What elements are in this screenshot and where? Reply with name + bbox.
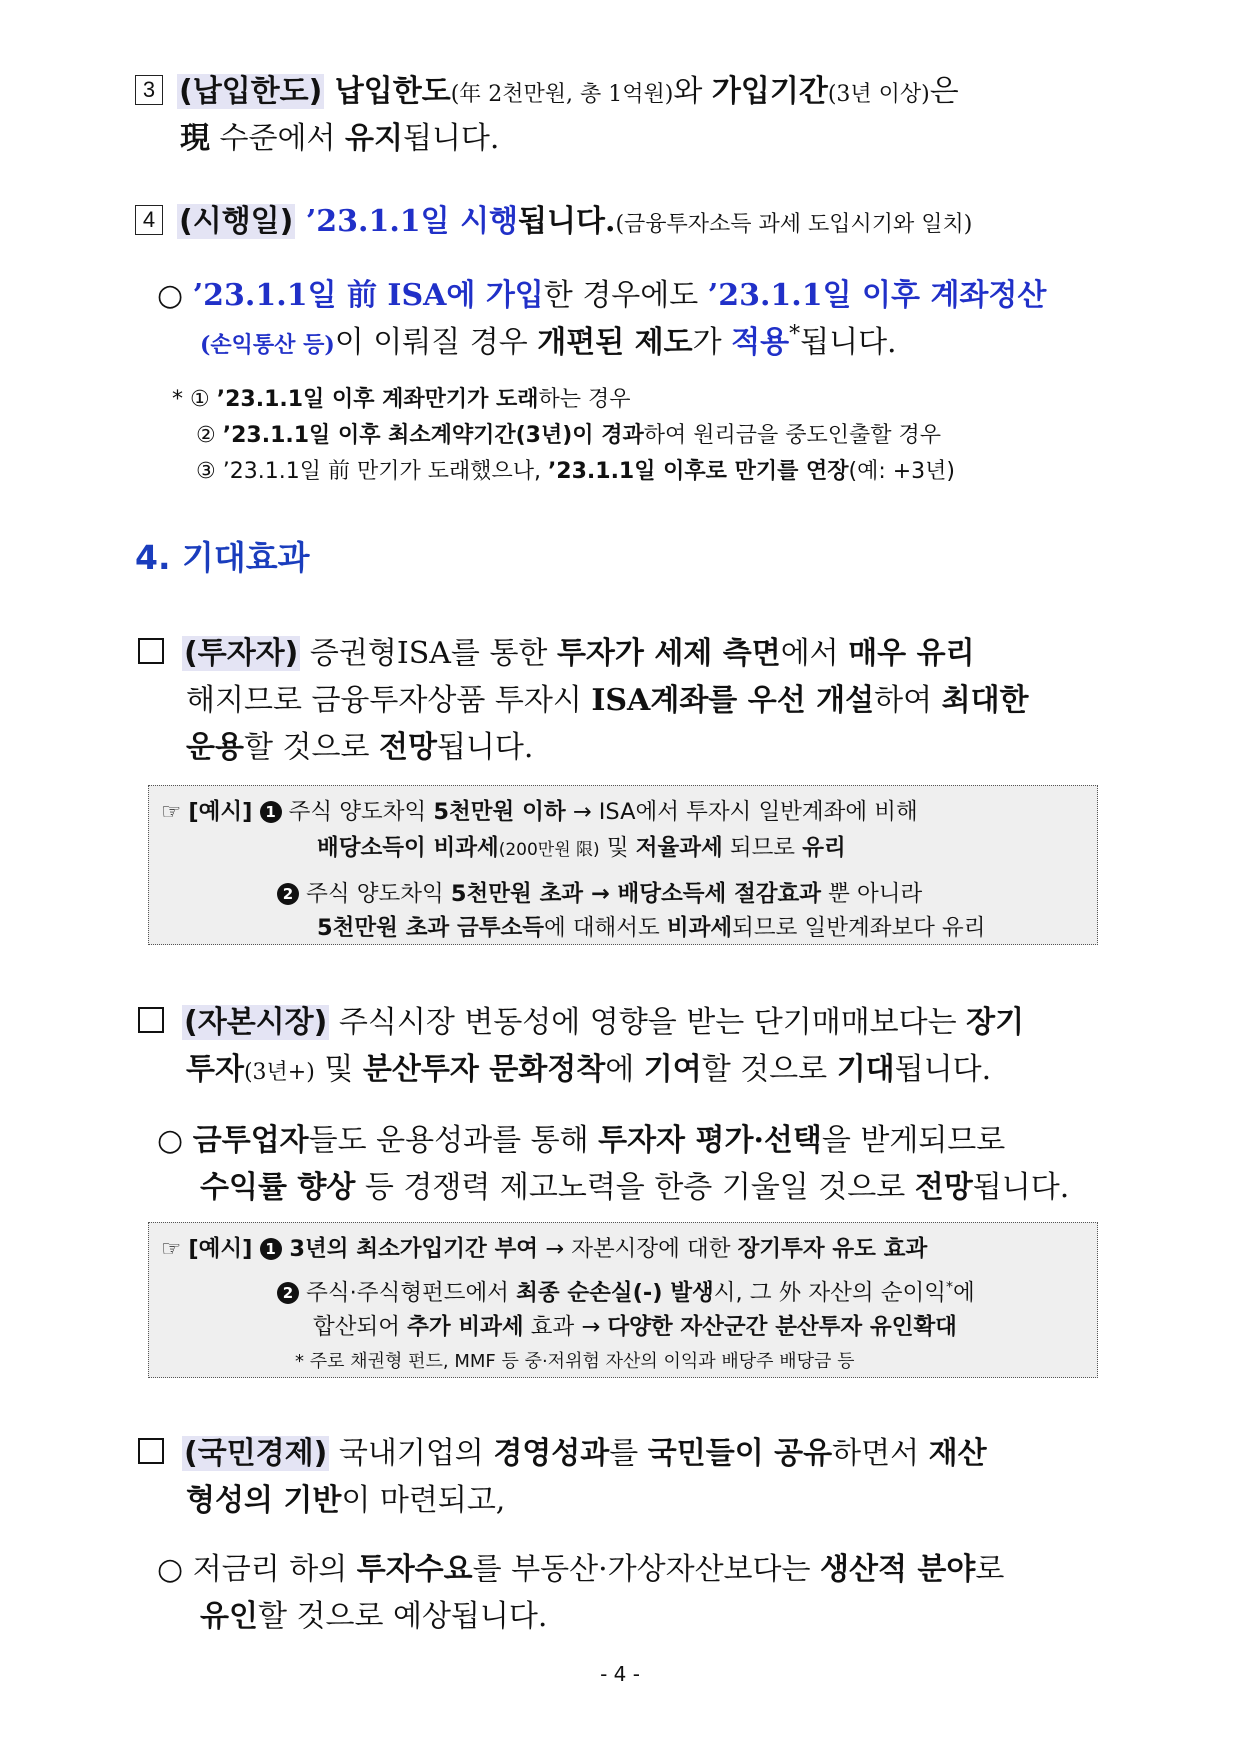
text: 최종 순손실(-) 발생 <box>516 1280 714 1306</box>
text: 에서 <box>780 636 849 671</box>
text: 주식 양도차익 <box>281 799 434 825</box>
item-tag: (국민경제) <box>184 1436 328 1471</box>
text: 됩니다. <box>402 121 500 156</box>
example-1-line2 <box>317 830 846 862</box>
text: 할 것으로 <box>701 1052 837 1087</box>
text: 들도 운용성과를 통해 <box>308 1123 599 1158</box>
text: 수익률 향상 <box>200 1170 356 1205</box>
text: 국민들이 공유 <box>647 1436 833 1471</box>
text: (年 2천만원, 총 1억원) <box>450 82 674 107</box>
note-2 <box>196 418 941 449</box>
text: 을 받게되므로 <box>821 1123 1006 1158</box>
text: (3년+) <box>243 1060 315 1085</box>
text: 경영성과 <box>493 1436 610 1471</box>
text: (200만원 限) <box>498 840 600 860</box>
pointing-hand-icon: ☞ <box>161 1236 182 1262</box>
bullet-2-line1 <box>157 1115 1005 1159</box>
bullet-3-line2 <box>200 1591 547 1635</box>
text: 및 <box>599 835 636 861</box>
text: 배당소득이 비과세 <box>317 835 499 861</box>
text: 최대한 <box>941 683 1029 718</box>
text: → ISA에서 투자시 일반계좌에 비해 <box>565 799 918 825</box>
example-label: [예시] <box>188 1236 253 1262</box>
text: 됩니다. <box>894 1052 992 1087</box>
text: 할 것으로 예상됩니다. <box>257 1599 548 1634</box>
item-3-line1 <box>135 66 959 110</box>
investor-line2 <box>186 675 1029 719</box>
text: 5천만원 초과 → 배당소득세 절감효과 <box>450 881 822 907</box>
bullet-2-line2 <box>200 1162 1069 1206</box>
text: 주식시장 변동성에 영향을 받는 단기매매보다는 <box>329 1005 967 1040</box>
capital-line2 <box>186 1044 991 1088</box>
text: 효과 → <box>523 1314 608 1340</box>
text: 납입한도 <box>324 74 451 109</box>
checkbox-square <box>138 1007 164 1033</box>
text: 저율과세 <box>635 835 723 861</box>
text: 를 통한 <box>450 636 557 671</box>
example-2-line3 <box>313 1309 957 1341</box>
example-1-line4 <box>317 910 986 942</box>
pointing-hand-icon: ☞ <box>161 799 182 825</box>
text: 유인 <box>200 1599 258 1634</box>
text: 에 <box>605 1052 644 1087</box>
text: 투자가 세제 측면 <box>556 636 781 671</box>
text: 됩니다. <box>972 1170 1070 1205</box>
item-number-box: 4 <box>135 205 163 235</box>
note-1 <box>172 382 631 413</box>
footnote-star: * <box>789 322 801 347</box>
text: 기여 <box>643 1052 702 1087</box>
text: 現 <box>180 121 210 156</box>
text: 증권형ISA <box>300 636 451 671</box>
item-number-box: 3 <box>135 75 163 105</box>
text: → 자본시장에 대한 <box>538 1236 738 1262</box>
bullet-1-line2 <box>200 317 897 361</box>
text: 하는 경우 <box>538 387 631 412</box>
text: (예: +3년) <box>848 459 956 484</box>
circled-number-icon: 1 <box>260 801 282 823</box>
text: ③ <box>196 459 216 484</box>
checkbox-square <box>138 638 164 664</box>
text: 은 <box>929 74 959 109</box>
text: 할 것으로 <box>243 730 379 765</box>
text: 로 <box>975 1552 1005 1587</box>
text: 재산 <box>928 1436 987 1471</box>
item-tag: (자본시장) <box>184 1005 328 1040</box>
example-2-line2 <box>277 1275 975 1307</box>
text: 분산투자 문화정착 <box>362 1052 606 1087</box>
bullet-1-line1 <box>157 270 1046 314</box>
example-2-line1 <box>161 1231 927 1263</box>
text: ’23.1.1일 이후로 만기를 연장 <box>547 459 849 484</box>
text: 등 경쟁력 제고노력을 한층 기울일 것으로 <box>355 1170 915 1205</box>
circled-number-icon: 2 <box>277 1282 299 1304</box>
text: 이 마련되고, <box>341 1483 506 1518</box>
text: 매우 유리 <box>848 636 975 671</box>
text: 장기 <box>966 1005 1025 1040</box>
item-tag: (납입한도) <box>179 74 323 109</box>
investor-line3 <box>186 722 533 766</box>
text: 를 <box>609 1436 648 1471</box>
text: 운용 <box>186 730 244 765</box>
text: 기대 <box>836 1052 895 1087</box>
circled-number-icon: 1 <box>260 1238 282 1260</box>
bullet-3-line1 <box>157 1544 1004 1588</box>
text: 및 <box>314 1052 363 1087</box>
item-4-line1 <box>135 196 972 240</box>
page-number: - 4 - <box>600 1662 640 1686</box>
text: 유지 <box>345 121 403 156</box>
text: 장기투자 유도 효과 <box>737 1236 928 1262</box>
bullet-mark: ○ <box>157 1552 184 1587</box>
text: 투자수요 <box>356 1552 473 1587</box>
section-heading: 4. 기대효과 <box>135 538 310 577</box>
text: 와 <box>673 74 712 109</box>
text: 저금리 하의 <box>192 1552 357 1587</box>
example-2-note: * 주로 채권형 펀드, MMF 등 중·저위험 자산의 이익과 배당주 배당금 등 <box>295 1351 855 1372</box>
text: 다양한 자산군간 분산투자 유인확대 <box>607 1314 957 1340</box>
text: ’23.1.1일 이후 최소계약기간(3년)이 경과 <box>222 423 644 448</box>
text: 하여 <box>874 683 942 718</box>
investor-line1 <box>138 628 975 672</box>
text: 주식 양도차익 <box>299 881 451 907</box>
text: 투자자 평가·선택 <box>598 1123 822 1158</box>
item-tag: (시행일) <box>179 204 294 239</box>
text: 됩니다. <box>518 204 616 239</box>
capital-line1 <box>138 997 1024 1041</box>
example-box-1 <box>148 785 1098 945</box>
item-3-line2 <box>180 113 499 157</box>
text: 이 이뤄질 경우 <box>334 325 538 360</box>
note-3 <box>196 454 955 485</box>
example-label: [예시] <box>188 799 253 825</box>
text: ’23.1.1일 이후 계좌정산 <box>707 278 1047 313</box>
text: 되므로 <box>722 835 803 861</box>
text: 비과세 <box>666 915 733 941</box>
text: ② <box>196 423 216 448</box>
economy-line1 <box>138 1428 987 1472</box>
circled-number-icon: 2 <box>277 883 299 905</box>
text: 금투업자 <box>192 1123 309 1158</box>
text: 국내기업의 <box>329 1436 494 1471</box>
text: 가 <box>692 325 732 360</box>
text: 형성의 기반 <box>186 1483 342 1518</box>
text: 됩니다. <box>436 730 534 765</box>
example-1-line1 <box>161 794 918 826</box>
text: 가입기간 <box>711 74 828 109</box>
text: 5천만원 이하 <box>433 799 566 825</box>
example-box-2 <box>148 1222 1098 1378</box>
text: * <box>172 387 183 412</box>
text: 개편된 제도 <box>537 325 693 360</box>
bullet-mark: ○ <box>157 278 184 313</box>
text: 생산적 분야 <box>820 1552 976 1587</box>
text: 뿐 아니라 <box>821 881 923 907</box>
example-1-line3 <box>277 876 922 908</box>
text: (금융투자소득 과세 도입시기와 일치) <box>615 212 973 237</box>
text: 3년의 최소가입기간 부여 <box>281 1236 539 1262</box>
text: 하면서 <box>832 1436 929 1471</box>
text: 전망 <box>378 730 437 765</box>
text: (손익통산 등) <box>200 332 335 358</box>
text: 합산되어 <box>313 1314 408 1340</box>
text: 해지므로 금융투자상품 투자시 <box>186 683 592 718</box>
text: 에 <box>952 1280 975 1306</box>
text: 수준에서 <box>210 121 345 156</box>
text: 시, 그 外 자산의 순이익 <box>713 1280 946 1306</box>
item-tag: (투자자) <box>184 636 299 671</box>
text: ISA계좌를 우선 개설 <box>591 683 875 718</box>
text: 유리 <box>802 835 846 861</box>
economy-line2 <box>186 1475 505 1519</box>
text: 전망 <box>914 1170 973 1205</box>
text: ’23.1.1일 前 만기가 도래했으나, <box>222 459 548 484</box>
text: 적용 <box>731 325 790 360</box>
text: 되므로 일반계좌보다 유리 <box>732 915 986 941</box>
text: (3년 이상) <box>827 82 930 107</box>
text: ’23.1.1일 이후 계좌만기가 도래 <box>216 387 539 412</box>
text: 5천만원 초과 금투소득 <box>317 915 544 941</box>
bullet-mark: ○ <box>157 1123 184 1158</box>
checkbox-square <box>138 1438 164 1464</box>
text: 투자 <box>186 1052 244 1087</box>
text: 를 부동산·가상자산보다는 <box>472 1552 821 1587</box>
text: 에 대해서도 <box>543 915 667 941</box>
text: 하여 원리금을 중도인출할 경우 <box>643 423 941 448</box>
footnote-star: * <box>945 1279 953 1296</box>
text: 한 경우에도 <box>543 278 708 313</box>
text: 추가 비과세 <box>407 1314 524 1340</box>
text: ’23.1.1일 시행 <box>295 204 519 239</box>
text: ① <box>190 387 210 412</box>
text: ’23.1.1일 前 ISA에 가입 <box>192 278 544 313</box>
text: 됩니다. <box>800 325 897 360</box>
text: 주식·주식형펀드에서 <box>299 1280 517 1306</box>
